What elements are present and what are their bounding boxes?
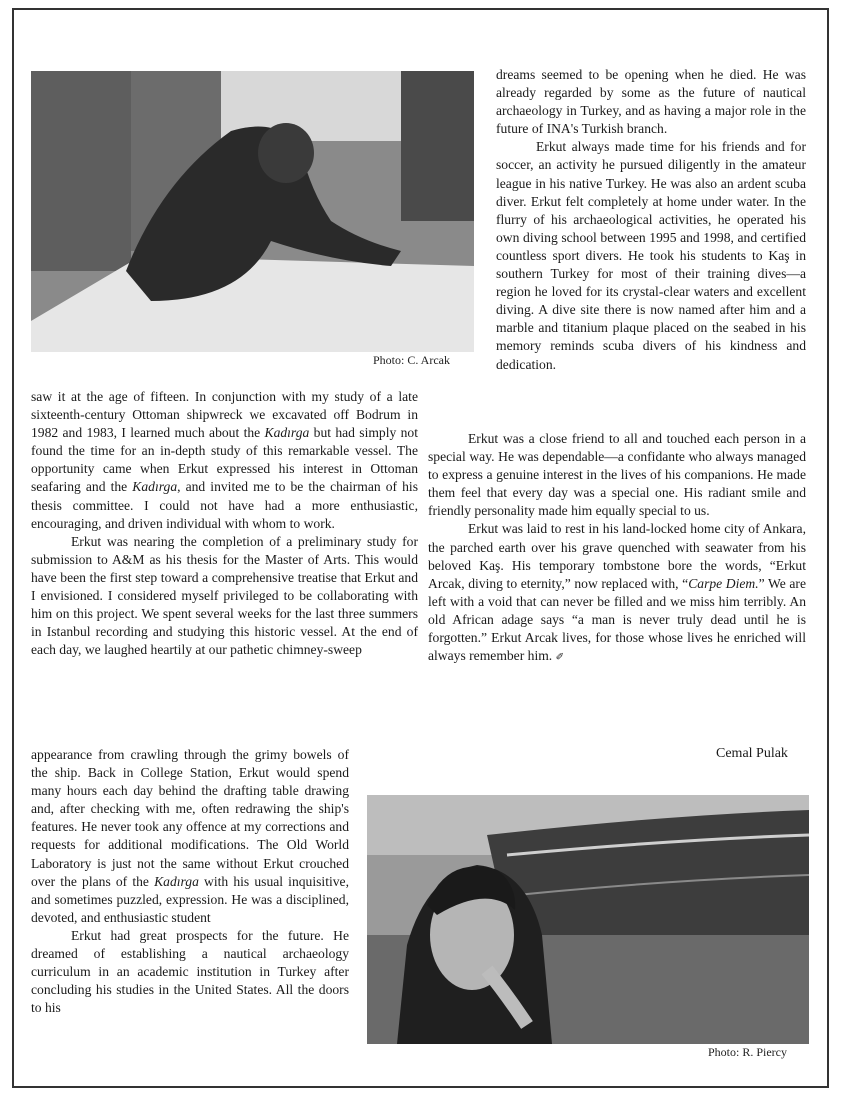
bottom-photo (367, 795, 809, 1044)
end-mark-icon: ✐ (555, 652, 564, 664)
right-column (496, 66, 806, 374)
paragraph: Erkut was laid to rest in his land-locked home city of Ankara, the parched earth over his grave quenched with seawater from his beloved Kaş. His temporary tombstone bore the words, “Erkut Arcak, diving to eternity,” now replaced with, “Carpe Diem.” We are left with a void that can never be filled and we miss him terribly. An old African adage says “a man is never truly dead until he is forgotten.” Erkut Arcak lives, for those whose lives he enriched will always remember him. ✐ (428, 521, 806, 664)
bottom-photo-caption: Photo: R. Piercy (708, 1045, 788, 1059)
paragraph: Erkut was nearing the completion of a preliminary study for submission to A&M as his thesis for the Master of Arts. This would have been the first step toward a comprehensive treatise that Erkut and I envisioned. I considered myself privileged to be collaborating with him on this project. We spent several weeks for the last three summers in Istanbul recording and studying this historic vessel. At the end of each day, we laughed heartily at our pathetic chimney-sweep (31, 533, 418, 658)
paragraph: Erkut was a close friend to all and touched each person in a special way. He was dependable—a confidante who always managed to express a genuine interest in the lives of his companions. He made them feel that every day was a special one. His radiant smile and friendly personality made him equally special to us. (428, 431, 806, 519)
left-column (31, 388, 418, 659)
top-photo-caption: Photo: C. Arcak (373, 353, 450, 367)
author-signature: Cemal Pulak (716, 746, 788, 761)
paragraph: dreams seemed to be opening when he died. He was already regarded by some as the future of nautical archaeology in Turkey, and as having a major role in the future of INA's Turkish branch. (496, 67, 806, 137)
left-lower-column (31, 746, 349, 1017)
paragraph: appearance from crawling through the grimy bowels of the ship. Back in College Station, Erkut would spend many hours each day behind the drafting table drawing and, after checking with me, often redrawing the ship's features. He never took any offence at my corrections and requests for additional modifications. The Old World Laboratory is just not the same without Erkut crouched over the plans of the Kadırga with his usual inquisitive, and sometimes puzzled, expression. He was a disciplined, devoted, and enthusiastic student (31, 747, 349, 925)
top-photo (31, 71, 474, 352)
paragraph: Erkut always made time for his friends and for soccer, an activity he pursued diligently in the amateur league in his native Turkey. He was also an ardent scuba diver. Erkut felt completely at home under water. In the flurry of his archaeological activities, he operated his own diving school between 1995 and 1998, and certified countless sport divers. He took his students to Kaş in southern Turkey for most of their training dives—a region he loved for its crystal-clear waters and excellent diving. A dive site there is now named after him and a marble and titanium plaque placed on the seabed in his memory reminds scuba divers of his kindness and dedication. (496, 139, 806, 372)
right-lower-column (428, 430, 806, 667)
paragraph: saw it at the age of fifteen. In conjunction with my study of a late sixteenth-century Ottoman shipwreck we excavated off Bodrum in 1982 and 1983, I learned much about the Kadırga but had simply not found the time for an in-depth study of this remarkable vessel. The opportunity came when Erkut expressed his interest in Ottoman seafaring and the Kadırga, and invited me to be the chairman of his thesis committee. I could not have had a more enthusiastic, encouraging, and driven individual with whom to work. (31, 389, 418, 531)
paragraph: Erkut had great prospects for the future. He dreamed of establishing a nautical archaeology curriculum in an academic institution in Turkey after concluding his studies in the United States. All the doors to his (31, 927, 349, 1016)
